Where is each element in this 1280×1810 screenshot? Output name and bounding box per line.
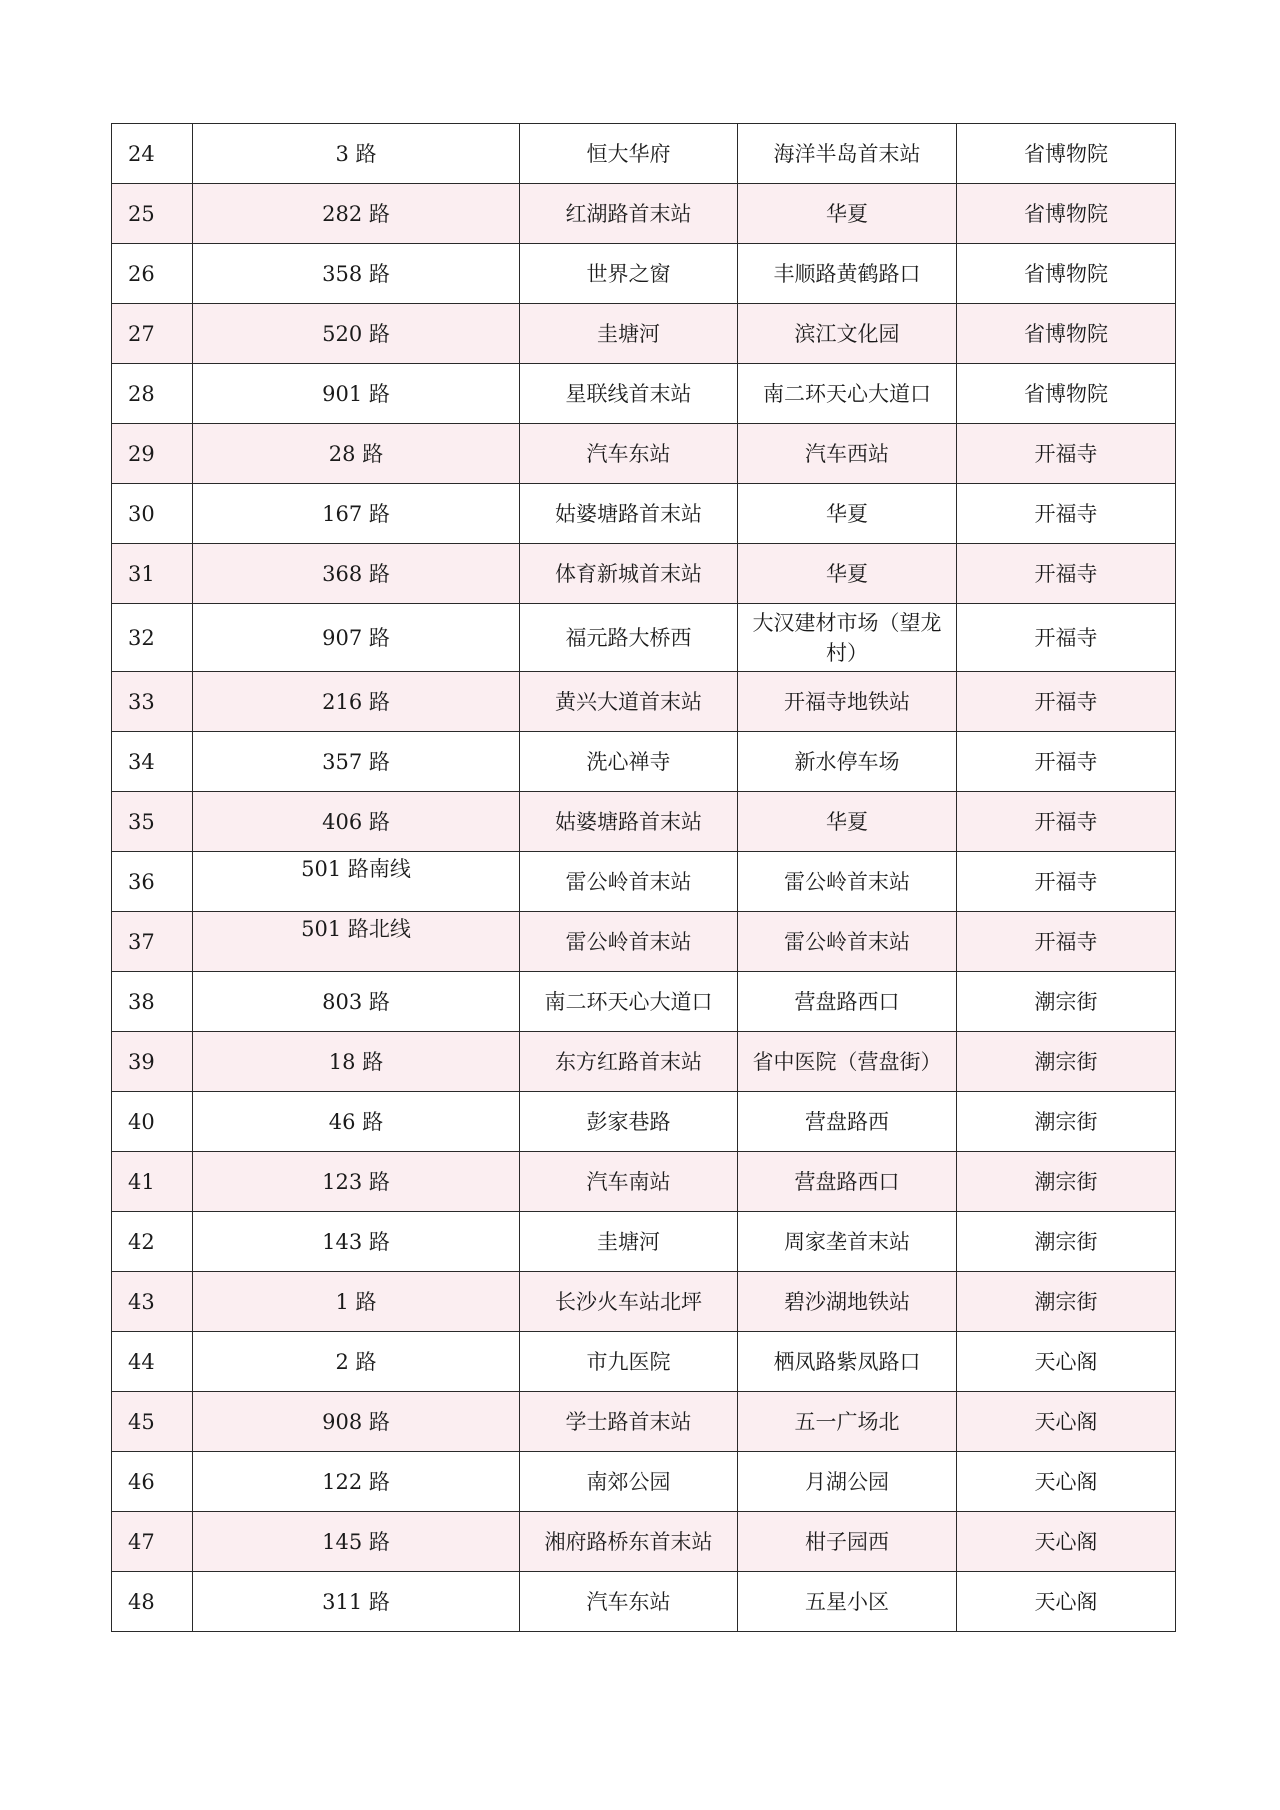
nearby-stop-cell: 省博物院 — [957, 244, 1176, 304]
table-row — [112, 912, 1176, 972]
nearby-stop-cell: 开福寺 — [957, 604, 1176, 672]
start-station-cell: 学士路首末站 — [520, 1392, 738, 1452]
row-number-cell: 33 — [112, 672, 193, 732]
end-station-cell: 开福寺地铁站 — [738, 672, 957, 732]
table-row — [112, 1212, 1176, 1272]
row-number-cell: 48 — [112, 1572, 193, 1632]
table-row — [112, 364, 1176, 424]
table-row — [112, 972, 1176, 1032]
table-row — [112, 424, 1176, 484]
nearby-stop-cell: 潮宗街 — [957, 1092, 1176, 1152]
row-number-cell: 30 — [112, 484, 193, 544]
bus-route-cell: 803 路 — [193, 972, 520, 1032]
table-row — [112, 1032, 1176, 1092]
bus-route-cell: 358 路 — [193, 244, 520, 304]
bus-route-cell: 501 路北线 — [193, 912, 520, 972]
row-number-cell: 35 — [112, 792, 193, 852]
bus-route-table — [111, 123, 1176, 1632]
end-station-cell: 营盘路西口 — [738, 972, 957, 1032]
end-station-cell: 大汉建材市场（望龙村） — [738, 604, 957, 672]
start-station-cell: 长沙火车站北坪 — [520, 1272, 738, 1332]
row-number-cell: 42 — [112, 1212, 193, 1272]
nearby-stop-cell: 开福寺 — [957, 672, 1176, 732]
start-station-cell: 圭塘河 — [520, 304, 738, 364]
end-station-cell: 省中医院（营盘街） — [738, 1032, 957, 1092]
row-number-cell: 40 — [112, 1092, 193, 1152]
start-station-cell: 湘府路桥东首末站 — [520, 1512, 738, 1572]
row-number-cell: 27 — [112, 304, 193, 364]
nearby-stop-cell: 开福寺 — [957, 424, 1176, 484]
row-number-cell: 24 — [112, 124, 193, 184]
bus-route-cell: 908 路 — [193, 1392, 520, 1452]
table-row — [112, 1572, 1176, 1632]
start-station-cell: 汽车南站 — [520, 1152, 738, 1212]
end-station-cell: 月湖公园 — [738, 1452, 957, 1512]
table-row — [112, 484, 1176, 544]
row-number-cell: 41 — [112, 1152, 193, 1212]
row-number-cell: 26 — [112, 244, 193, 304]
bus-route-cell: 357 路 — [193, 732, 520, 792]
end-station-cell: 雷公岭首末站 — [738, 912, 957, 972]
start-station-cell: 世界之窗 — [520, 244, 738, 304]
bus-route-cell: 2 路 — [193, 1332, 520, 1392]
row-number-cell: 25 — [112, 184, 193, 244]
end-station-cell: 周家垄首末站 — [738, 1212, 957, 1272]
bus-route-cell: 901 路 — [193, 364, 520, 424]
bus-route-cell: 145 路 — [193, 1512, 520, 1572]
nearby-stop-cell: 开福寺 — [957, 852, 1176, 912]
end-station-cell: 华夏 — [738, 184, 957, 244]
table-row — [112, 604, 1176, 672]
start-station-cell: 汽车东站 — [520, 424, 738, 484]
table-row — [112, 244, 1176, 304]
end-station-cell: 华夏 — [738, 792, 957, 852]
start-station-cell: 南郊公园 — [520, 1452, 738, 1512]
end-station-cell: 海洋半岛首末站 — [738, 124, 957, 184]
end-station-cell: 新水停车场 — [738, 732, 957, 792]
nearby-stop-cell: 开福寺 — [957, 912, 1176, 972]
bus-route-cell: 282 路 — [193, 184, 520, 244]
bus-route-cell: 311 路 — [193, 1572, 520, 1632]
start-station-cell: 姑婆塘路首末站 — [520, 484, 738, 544]
start-station-cell: 雷公岭首末站 — [520, 852, 738, 912]
table-row — [112, 1452, 1176, 1512]
end-station-cell: 营盘路西口 — [738, 1152, 957, 1212]
table-row — [112, 672, 1176, 732]
end-station-cell: 汽车西站 — [738, 424, 957, 484]
end-station-cell: 栖凤路紫凤路口 — [738, 1332, 957, 1392]
row-number-cell: 37 — [112, 912, 193, 972]
start-station-cell: 红湖路首末站 — [520, 184, 738, 244]
nearby-stop-cell: 天心阁 — [957, 1332, 1176, 1392]
row-number-cell: 34 — [112, 732, 193, 792]
nearby-stop-cell: 天心阁 — [957, 1512, 1176, 1572]
nearby-stop-cell: 潮宗街 — [957, 1272, 1176, 1332]
nearby-stop-cell: 省博物院 — [957, 364, 1176, 424]
nearby-stop-cell: 开福寺 — [957, 484, 1176, 544]
start-station-cell: 市九医院 — [520, 1332, 738, 1392]
bus-route-cell: 123 路 — [193, 1152, 520, 1212]
row-number-cell: 32 — [112, 604, 193, 672]
end-station-cell: 南二环天心大道口 — [738, 364, 957, 424]
bus-route-cell: 3 路 — [193, 124, 520, 184]
end-station-cell: 滨江文化园 — [738, 304, 957, 364]
bus-route-cell: 28 路 — [193, 424, 520, 484]
end-station-cell: 华夏 — [738, 484, 957, 544]
bus-route-cell: 167 路 — [193, 484, 520, 544]
row-number-cell: 29 — [112, 424, 193, 484]
row-number-cell: 38 — [112, 972, 193, 1032]
nearby-stop-cell: 潮宗街 — [957, 1152, 1176, 1212]
start-station-cell: 汽车东站 — [520, 1572, 738, 1632]
bus-route-cell: 406 路 — [193, 792, 520, 852]
bus-route-cell: 122 路 — [193, 1452, 520, 1512]
bus-route-cell: 18 路 — [193, 1032, 520, 1092]
bus-route-cell: 520 路 — [193, 304, 520, 364]
end-station-cell: 丰顺路黄鹤路口 — [738, 244, 957, 304]
nearby-stop-cell: 天心阁 — [957, 1572, 1176, 1632]
bus-route-table-body — [112, 124, 1176, 1632]
table-row — [112, 852, 1176, 912]
row-number-cell: 36 — [112, 852, 193, 912]
start-station-cell: 福元路大桥西 — [520, 604, 738, 672]
nearby-stop-cell: 天心阁 — [957, 1392, 1176, 1452]
bus-route-cell: 1 路 — [193, 1272, 520, 1332]
start-station-cell: 洗心禅寺 — [520, 732, 738, 792]
end-station-cell: 华夏 — [738, 544, 957, 604]
end-station-cell: 柑子园西 — [738, 1512, 957, 1572]
table-row — [112, 732, 1176, 792]
row-number-cell: 39 — [112, 1032, 193, 1092]
start-station-cell: 体育新城首末站 — [520, 544, 738, 604]
start-station-cell: 黄兴大道首末站 — [520, 672, 738, 732]
nearby-stop-cell: 潮宗街 — [957, 972, 1176, 1032]
start-station-cell: 东方红路首末站 — [520, 1032, 738, 1092]
table-row — [112, 544, 1176, 604]
table-row — [112, 184, 1176, 244]
nearby-stop-cell: 天心阁 — [957, 1452, 1176, 1512]
nearby-stop-cell: 省博物院 — [957, 184, 1176, 244]
row-number-cell: 28 — [112, 364, 193, 424]
start-station-cell: 南二环天心大道口 — [520, 972, 738, 1032]
end-station-cell: 五星小区 — [738, 1572, 957, 1632]
bus-route-cell: 143 路 — [193, 1212, 520, 1272]
row-number-cell: 44 — [112, 1332, 193, 1392]
end-station-cell: 营盘路西 — [738, 1092, 957, 1152]
table-row — [112, 1272, 1176, 1332]
row-number-cell: 45 — [112, 1392, 193, 1452]
table-row — [112, 792, 1176, 852]
table-row — [112, 304, 1176, 364]
start-station-cell: 恒大华府 — [520, 124, 738, 184]
start-station-cell: 圭塘河 — [520, 1212, 738, 1272]
start-station-cell: 姑婆塘路首末站 — [520, 792, 738, 852]
bus-route-cell: 368 路 — [193, 544, 520, 604]
start-station-cell: 星联线首末站 — [520, 364, 738, 424]
bus-route-cell: 216 路 — [193, 672, 520, 732]
end-station-cell: 碧沙湖地铁站 — [738, 1272, 957, 1332]
table-row — [112, 1512, 1176, 1572]
nearby-stop-cell: 开福寺 — [957, 732, 1176, 792]
nearby-stop-cell: 省博物院 — [957, 124, 1176, 184]
table-row — [112, 1332, 1176, 1392]
start-station-cell: 彭家巷路 — [520, 1092, 738, 1152]
bus-route-cell: 907 路 — [193, 604, 520, 672]
start-station-cell: 雷公岭首末站 — [520, 912, 738, 972]
end-station-cell: 五一广场北 — [738, 1392, 957, 1452]
nearby-stop-cell: 潮宗街 — [957, 1212, 1176, 1272]
nearby-stop-cell: 潮宗街 — [957, 1032, 1176, 1092]
table-row — [112, 1392, 1176, 1452]
bus-route-cell: 46 路 — [193, 1092, 520, 1152]
row-number-cell: 47 — [112, 1512, 193, 1572]
table-row — [112, 1152, 1176, 1212]
nearby-stop-cell: 省博物院 — [957, 304, 1176, 364]
nearby-stop-cell: 开福寺 — [957, 792, 1176, 852]
table-row — [112, 1092, 1176, 1152]
row-number-cell: 43 — [112, 1272, 193, 1332]
nearby-stop-cell: 开福寺 — [957, 544, 1176, 604]
table-row — [112, 124, 1176, 184]
row-number-cell: 31 — [112, 544, 193, 604]
end-station-cell: 雷公岭首末站 — [738, 852, 957, 912]
bus-route-cell: 501 路南线 — [193, 852, 520, 912]
row-number-cell: 46 — [112, 1452, 193, 1512]
